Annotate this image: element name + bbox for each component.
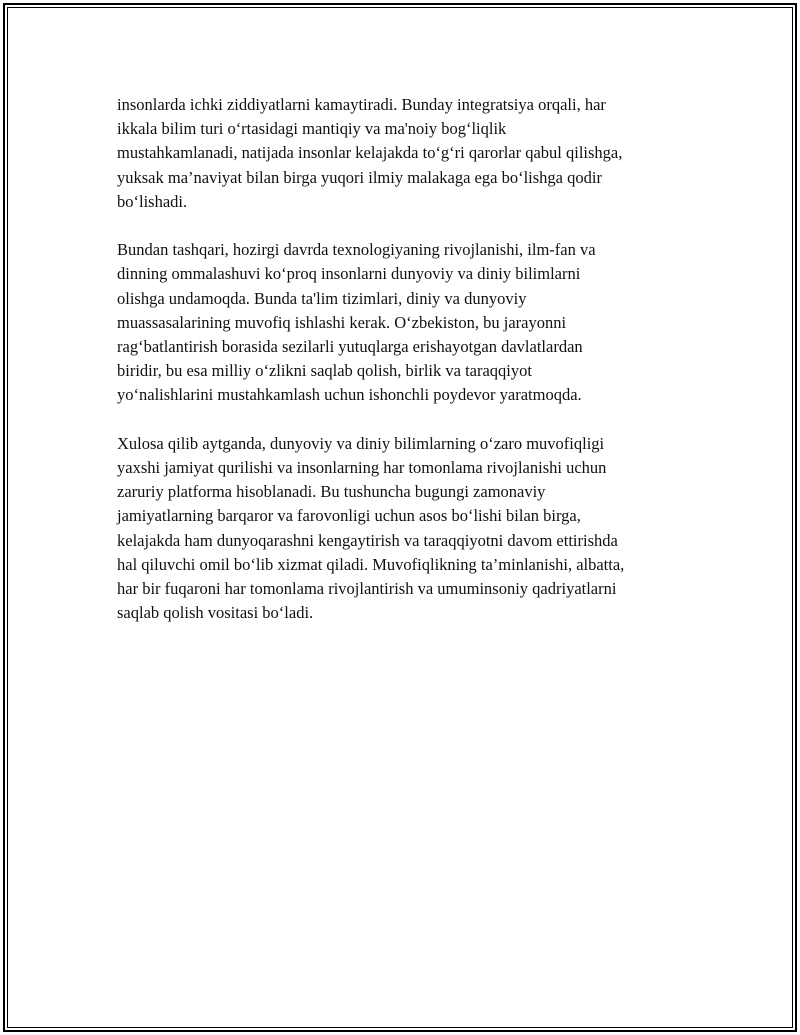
text-line: rag‘batlantirish borasida sezilarli yutuqlarga erishayotgan davlatlardan xyxy=(117,337,583,357)
text-line: muassasalarining muvofiq ishlashi kerak. O‘zbekiston, bu jarayonni xyxy=(117,312,567,332)
text-line: insonlarda ichki ziddiyatlarni kamaytiradi. Bunday integratsiya orqali, har xyxy=(117,95,606,114)
text-line: hal qiluvchi omil bo‘lib xizmat qiladi. Muvofiqlikning ta’minlanishi, albatta, xyxy=(117,554,625,574)
text-line: olishga undamoqda. Bunda ta'lim tizimlari, diniy va dunyoviy xyxy=(117,288,527,308)
document-body xyxy=(117,93,697,650)
paragraph-3 xyxy=(117,432,697,626)
text-line: yaxshi jamiyat qurilishi va insonlarning har tomonlama rivojlanishi uchun xyxy=(117,458,607,478)
text-line: dinning ommalashuvi ko‘proq insonlarni dunyoviy va diniy bilimlarni xyxy=(117,264,581,284)
text-line: jamiyatlarning barqaror va farovonligi uchun asos bo‘lishi bilan birga, xyxy=(117,506,581,526)
text-line: Xulosa qilib aytganda, dunyoviy va diniy bilimlarning o‘zaro muvofiqligi xyxy=(117,433,605,453)
paragraph-2 xyxy=(117,238,697,407)
text-line: bo‘lishadi. xyxy=(117,191,188,211)
text-line: yo‘nalishlarini mustahkamlash uchun ishonchli poydevor yaratmoqda. xyxy=(117,385,582,405)
text-line: saqlab qolish vositasi bo‘ladi. xyxy=(117,603,314,623)
text-line: har bir fuqaroni har tomonlama rivojlantirish va umuminsoniy qadriyatlarni xyxy=(117,579,617,599)
paragraph-1 xyxy=(117,93,697,214)
text-line: zaruriy platforma hisoblanadi. Bu tushuncha bugungi zamonaviy xyxy=(117,482,546,502)
text-line: yuksak ma’naviyat bilan birga yuqori ilmiy malakaga ega bo‘lishga qodir xyxy=(117,167,602,187)
text-line: kelajakda ham dunyoqarashni kengaytirish va taraqqiyotni davom ettirishda xyxy=(117,530,618,550)
text-line: ikkala bilim turi o‘rtasidagi mantiqiy va ma'noiy bog‘liqlik xyxy=(117,119,507,139)
text-line: biridir, bu esa milliy o‘zlikni saqlab qolish, birlik va taraqqiyot xyxy=(117,361,532,381)
text-line: Bundan tashqari, hozirgi davrda texnologiyaning rivojlanishi, ilm-fan va xyxy=(117,240,596,260)
text-line: mustahkamlanadi, natijada insonlar kelajakda to‘g‘ri qarorlar qabul qilishga, xyxy=(117,143,623,163)
